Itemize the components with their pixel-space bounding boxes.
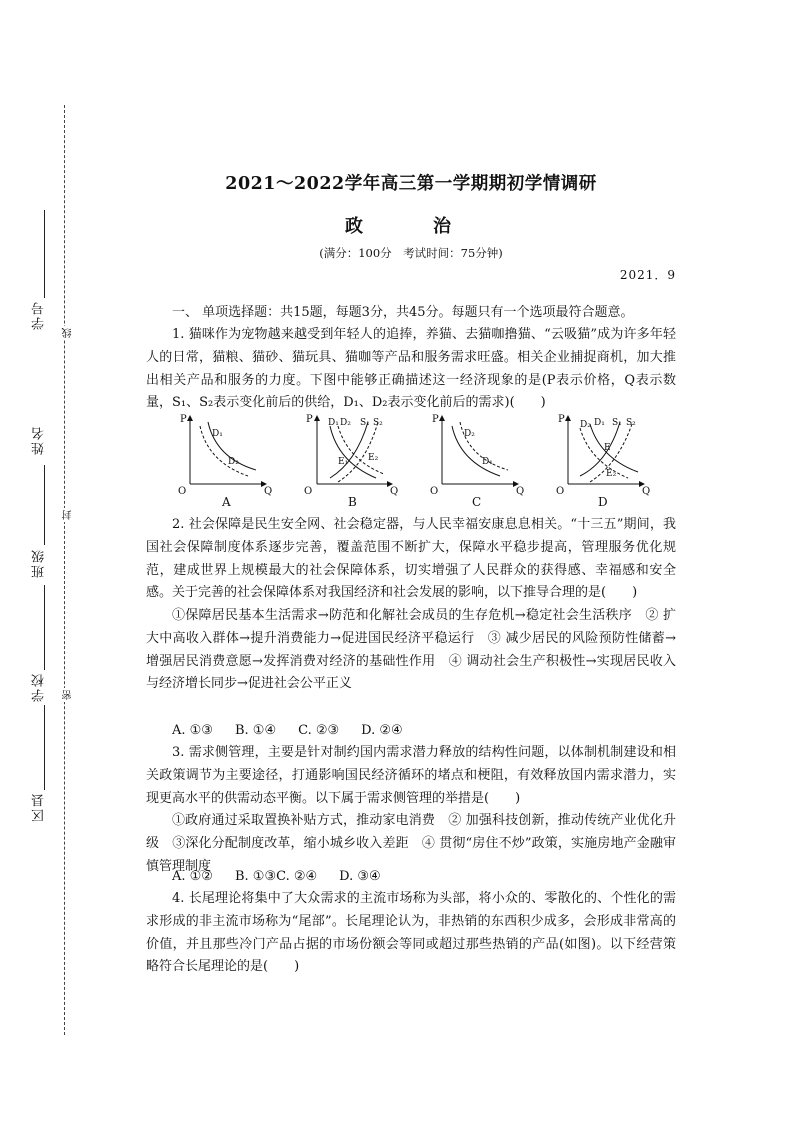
exam-title: 2021～2022学年高三第一学期期初学情调研 bbox=[225, 174, 597, 194]
field-school-label: 学校 bbox=[32, 672, 47, 702]
field-school-line[interactable] bbox=[44, 705, 45, 790]
graph-d-axis-p: P bbox=[558, 414, 565, 425]
graph-d-d1: D₁ bbox=[594, 418, 605, 428]
graph-b-caption: B bbox=[348, 495, 357, 509]
graph-d-d2: D₂ bbox=[580, 420, 591, 430]
graph-b-axis-q: Q bbox=[390, 486, 399, 497]
graph-b-axis-p: P bbox=[306, 414, 313, 425]
graph-b-origin: O bbox=[304, 486, 313, 497]
graph-c-origin: O bbox=[430, 486, 439, 497]
graph-a-label-2: D₂ bbox=[228, 457, 239, 467]
seal-mark-secret: 密 bbox=[63, 690, 74, 700]
graph-a-caption: A bbox=[222, 495, 231, 509]
graph-b-e2: E₂ bbox=[368, 453, 379, 463]
field-class-label: 班级 bbox=[32, 548, 47, 578]
graph-c-label-2: D₁ bbox=[482, 457, 493, 467]
q3-option-bc[interactable]: B. ①③C. ②④ bbox=[234, 869, 318, 884]
seal-mark-line: 线 bbox=[63, 328, 74, 338]
q3-option-a[interactable]: A. ①② bbox=[172, 869, 213, 884]
field-district-label: 区县 bbox=[32, 792, 47, 822]
question-2-items: ①保障居民基本生活需求→防范和化解社会成员的生存危机→稳定社会生活秩序 ② 扩大中高收入群体→提升消费能力→促进国民经济平稳运行 ③ 减少居民的风险预防性储蓄→增强居民消费意愿→发挥消费对经济的基础性作用 ④ 调动社会生产积极性→实现居民收入与经济增长同步→促进社会公平正义 bbox=[146, 608, 676, 692]
section-heading: 一、 单项选择题：共15题，每题3分，共45分。每题只有一个选项最符合题意。 bbox=[172, 305, 634, 320]
graph-c-label-1: D₂ bbox=[464, 429, 475, 439]
graph-d-axis-q: Q bbox=[642, 486, 650, 497]
graph-b-e1: E₁ bbox=[338, 457, 349, 467]
q2-option-a[interactable]: A. ①③ bbox=[172, 723, 213, 738]
field-name-label: 姓名 bbox=[32, 425, 47, 455]
q2-option-d[interactable]: D. ②④ bbox=[361, 723, 403, 738]
exam-meta: (满分：100分 考试时间：75分钟) bbox=[319, 246, 503, 260]
question-3-options bbox=[146, 866, 676, 888]
graph-d-s1: S₁ bbox=[612, 418, 622, 428]
graph-b-d2: D₂ bbox=[340, 418, 351, 428]
question-1-stem: 1. 猫咪作为宠物越来越受到年轻人的追捧，养猫、去猫咖撸猫、“云吸猫”成为许多年轻人的日常，猫粮、猫砂、猫玩具、猫咖等产品和服务需求旺盛。相关企业捕捉商机，加大推出相关产品和服务的力度。下图中能够正确描述这一经济现象的是(P表示价格，Q表示数量，S₁、S₂表示变化前后的供给，D₁、D₂表示变化前后的需求)( ) bbox=[146, 327, 676, 411]
binding-margin bbox=[0, 0, 120, 1123]
graph-d-e: E bbox=[604, 443, 611, 453]
q2-option-c[interactable]: C. ②③ bbox=[298, 723, 340, 738]
graph-b-s2: S₂ bbox=[373, 418, 383, 428]
graph-d[interactable] bbox=[556, 414, 650, 509]
graph-d-e2: E₂ bbox=[606, 469, 617, 479]
question-2-options bbox=[146, 720, 676, 742]
graph-b-s1: S₁ bbox=[360, 418, 370, 428]
graph-a-curve-dashed bbox=[200, 426, 248, 476]
question-1-graphs bbox=[170, 412, 650, 512]
graph-c[interactable] bbox=[430, 414, 524, 509]
q3-option-c[interactable]: D. ③④ bbox=[339, 869, 381, 884]
graph-a-label-1: D₁ bbox=[212, 429, 223, 439]
seal-mark-seal: 封 bbox=[63, 510, 74, 520]
graph-b[interactable] bbox=[304, 414, 398, 509]
q2-option-b[interactable]: B. ①④ bbox=[234, 723, 277, 738]
cut-line bbox=[64, 105, 65, 1035]
question-2-stem: 2. 社会保障是民生安全网、社会稳定器，与人民幸福安康息息相关。“十三五”期间，我国社会保障制度体系逐步完善，覆盖范围不断扩大，保障水平稳步提高，管理服务优化规范，建成世界上规模最大的社会保障体系，切实增强了人民群众的获得感、幸福感和安全感。关于完善的社会保障体系对我国经济和社会发展的影响，以下推导合理的是( ) bbox=[146, 517, 676, 601]
graph-a-axis-p: P bbox=[180, 414, 187, 425]
graph-d-caption: D bbox=[598, 495, 608, 509]
field-student-id-line[interactable] bbox=[44, 210, 45, 298]
graph-d-s2: S₂ bbox=[626, 418, 636, 428]
field-class-line[interactable] bbox=[44, 585, 45, 670]
question-3-items: ①政府通过采取置换补贴方式，推动家电消费 ② 加强科技创新，推动传统产业优化升级 ③深化分配制度改革，缩小城乡收入差距 ④ 贯彻“房住不炒”政策，实施房地产金融审慎管理制度 bbox=[146, 813, 676, 874]
graph-a[interactable] bbox=[178, 414, 272, 509]
graph-c-axis-p: P bbox=[432, 414, 439, 425]
field-student-id-label: 学号 bbox=[32, 300, 47, 330]
question-3-stem: 3. 需求侧管理，主要是针对制约国内需求潜力释放的结构性问题，以体制机制建设和相关政策调节为主要途径，打通影响国民经济循环的堵点和梗阻，有效释放国内需求潜力，实现更高水平的供需动态平衡。以下属于需求侧管理的举措是( ) bbox=[146, 745, 676, 806]
graph-b-d1: D₁ bbox=[328, 418, 339, 428]
graph-c-caption: C bbox=[472, 495, 482, 509]
graph-d-origin: O bbox=[556, 486, 565, 497]
graph-c-axis-q: Q bbox=[516, 486, 525, 497]
exam-date: 2021．9 bbox=[619, 268, 676, 282]
graph-a-origin: O bbox=[178, 486, 187, 497]
field-name-line[interactable] bbox=[44, 465, 45, 545]
graph-a-axis-q: Q bbox=[264, 486, 273, 497]
subject-title: 政 治 bbox=[345, 216, 477, 237]
question-4-stem: 4. 长尾理论将集中了大众需求的主流市场称为头部，将小众的、零散化的、个性化的需求形成的非主流市场称为“尾部”。长尾理论认为，非热销的东西积少成多，会形成非常高的价值，并且那些冷门产品占据的市场份额会等同或超过那些热销的产品(如图)。以下经营策略符合长尾理论的是( ) bbox=[146, 891, 676, 975]
